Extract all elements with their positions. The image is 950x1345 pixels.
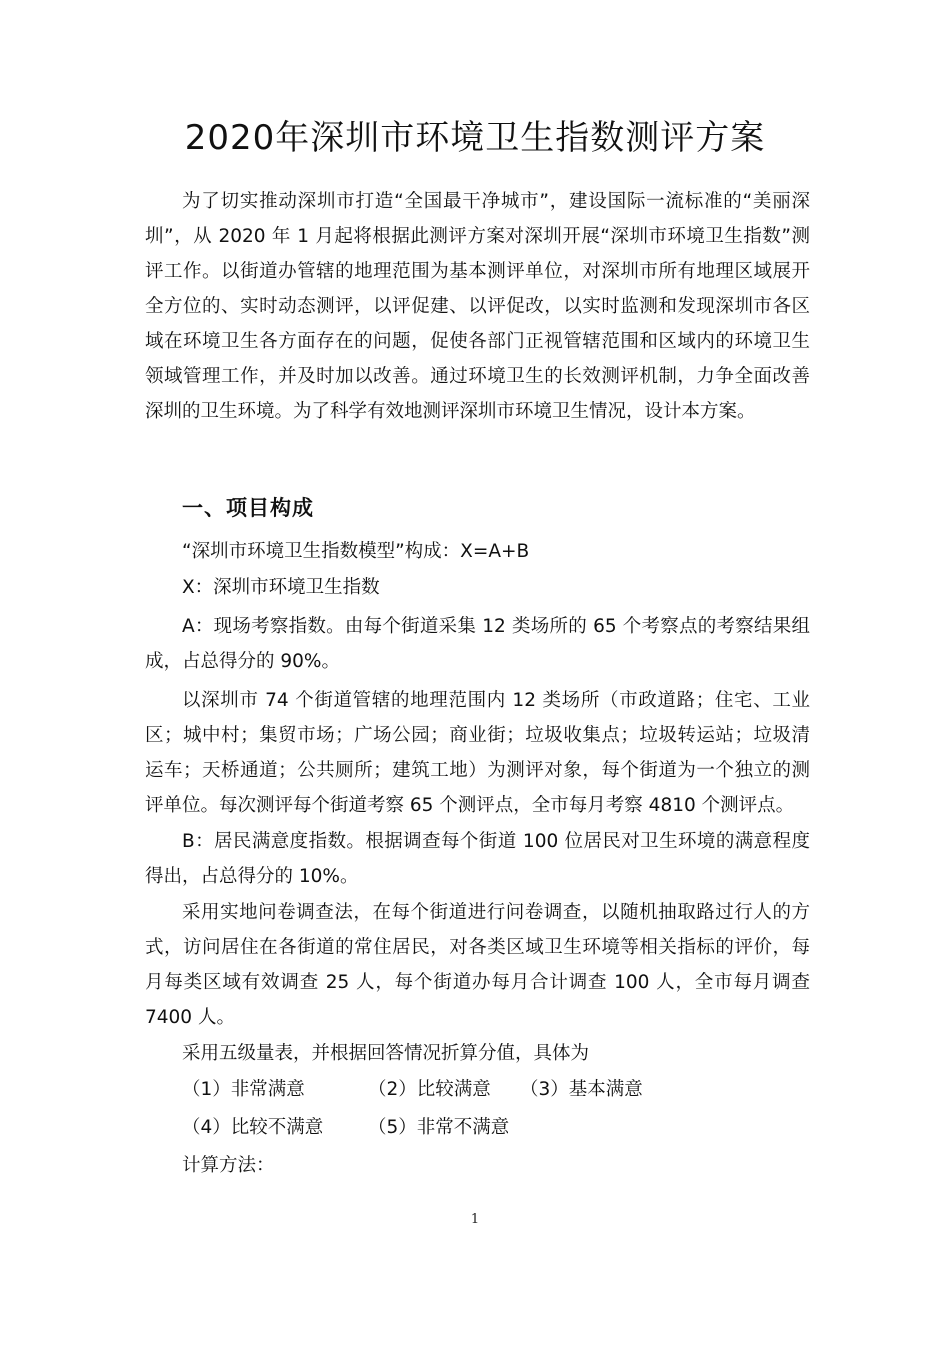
intro-paragraph: 为了切实推动深圳市打造“全国最干净城市”，建设国际一流标准的“美丽深圳”，从 2020 年 1 月起将根据此测评方案对深圳开展“深圳市环境卫生指数”测评工作。以街道办管辖的地理范围为基本测评单位，对深圳市所有地理区域展开全方位的、实时动态测评，以评促建、以评促改，以实时监测和发现深圳市各区域在环境卫生各方面存在的问题，促使各部门正视管辖范围和区域内的环境卫生领域管理工作，并及时加以改善。通过环境卫生的长效测评机制，力争全面改善深圳的卫生环境。为了科学有效地测评深圳市环境卫生情况，设计本方案。 — [145, 191, 810, 422]
a-definition: A：现场考察指数。由每个街道采集 12 类场所的 65 个考察点的考察结果组成，占总得分的 90%。 — [145, 616, 810, 672]
scale-row-2 — [182, 1109, 810, 1147]
scale-option: （4）比较不满意 — [182, 1117, 324, 1138]
scale-row-1 — [182, 1071, 810, 1109]
scale-intro: 采用五级量表，并根据回答情况折算分值，具体为 — [182, 1043, 590, 1064]
b-method-paragraph: 采用实地问卷调查法，在每个街道进行问卷调查，以随机抽取路过行人的方式，访问居住在各街道的常住居民，对各类区域卫生环境等相关指标的评价，每月每类区域有效调查 25 人，每个街道办每月合计调查 100 人，全市每月调查 7400 人。 — [145, 902, 810, 1028]
calculation-method-label: 计算方法： — [182, 1155, 275, 1176]
x-definition: X：深圳市环境卫生指数 — [182, 577, 380, 598]
page-number: 1 — [470, 1212, 480, 1227]
section-body — [145, 533, 810, 1183]
scale-option: （5）非常不满意 — [368, 1117, 510, 1138]
document-title: 2020年深圳市环境卫生指数测评方案 — [184, 118, 766, 158]
scale-option: （3）基本满意 — [520, 1079, 643, 1100]
section-heading-project-composition: 一、项目构成 — [182, 496, 314, 520]
a-scope-paragraph: 以深圳市 74 个街道管辖的地理范围内 12 类场所（市政道路；住宅、工业区；城中村；集贸市场；广场公园；商业街；垃圾收集点；垃圾转运站；垃圾清运车；天桥通道；公共厕所；建筑工地）为测评对象，每个街道为一个独立的测评单位。每次测评每个街道考察 65 个测评点，全市每月考察 4810 个测评点。 — [145, 690, 810, 816]
model-formula: “深圳市环境卫生指数模型”构成：X=A+B — [182, 541, 530, 562]
b-definition: B：居民满意度指数。根据调查每个街道 100 位居民对卫生环境的满意程度得出，占总得分的 10%。 — [145, 831, 810, 887]
scale-option: （1）非常满意 — [182, 1079, 305, 1100]
satisfaction-scale-options — [145, 1071, 810, 1147]
scale-option: （2）比较满意 — [368, 1079, 491, 1100]
